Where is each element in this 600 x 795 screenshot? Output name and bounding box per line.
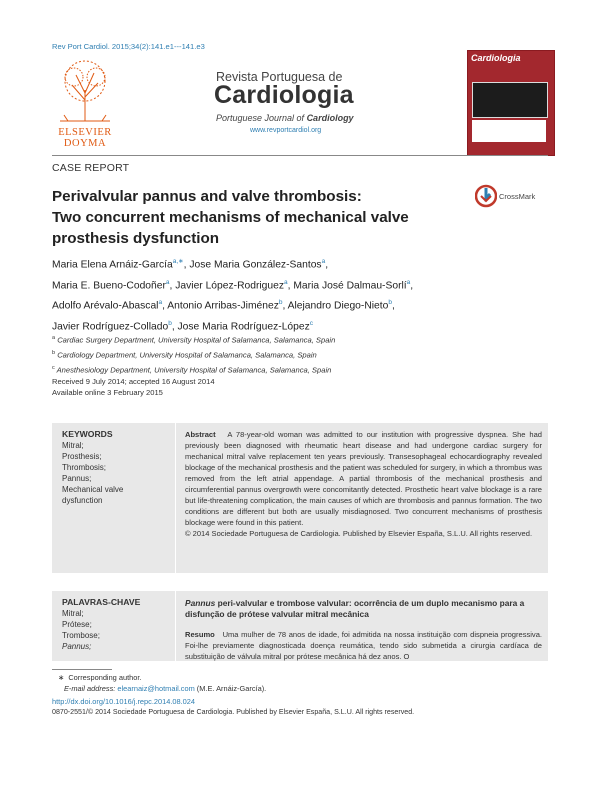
affiliation-a: $^a$ Cardiac Surgery Department, University Hospital of Salamanca, Salamanca, Spain — [52, 335, 336, 345]
abstract — [185, 429, 542, 539]
affiliation-b: $^b$ Cardiology Department, University Hospital of Salamanca, Salamanca, Spain — [52, 350, 317, 360]
author-list — [52, 253, 542, 336]
journal-name: Cardiologia — [214, 81, 354, 109]
crossmark-badge[interactable] — [475, 184, 545, 214]
author-line-4: Javier Rodríguez-Collado$^b$, Jose Maria Rodríguez-López$^c$ — [52, 319, 313, 333]
crossmark-label: CrossMark — [499, 192, 536, 201]
received-date: Received 9 July 2014; accepted 16 August 2014 — [52, 377, 215, 386]
author-line-2: Maria E. Bueno-Codoñer$^a$, Javier López-Rodriguez$^a$, Maria José Dalmau-Sorlí$^a$, — [52, 278, 414, 292]
journal-subtitle-plain: Portuguese Journal of — [216, 113, 307, 123]
abstract-label: Abstract — [185, 430, 216, 439]
journal-subtitle-bold: Cardiology — [306, 113, 354, 123]
palavras-chave-heading: PALAVRAS-CHAVE — [62, 597, 141, 607]
header-divider — [52, 155, 548, 156]
article-title-line2: Two concurrent mechanisms of mechanical valve — [52, 209, 409, 226]
keyword-item: Mitral; — [62, 441, 84, 450]
keyword-item: Prosthesis; — [62, 452, 102, 461]
article-dates — [52, 376, 215, 398]
corresponding-author-note: ∗ Corresponding author. — [58, 673, 142, 682]
author-email-line: E-mail address: elearnaiz@hotmail.com (M.E. Arnáiz-García). — [64, 683, 267, 693]
article-title — [52, 186, 452, 249]
affiliations — [52, 332, 542, 377]
resumo — [185, 629, 542, 662]
journal-subtitle — [216, 113, 354, 123]
journal-prefix: Revista Portuguesa de — [216, 70, 343, 84]
author-line-1: Maria Elena Arnáiz-García$^{a,∗}$, Jose Maria González-Santos$^a$, — [52, 258, 329, 271]
doi-link[interactable]: http://dx.doi.org/10.1016/j.repc.2014.08.024 — [52, 697, 195, 706]
keyword-item: Pannus; — [62, 474, 92, 483]
keywords-heading: KEYWORDS — [62, 429, 113, 439]
palavra-item: Trombose; — [62, 631, 100, 640]
palavra-item: Mitral; — [62, 609, 84, 618]
article-title-line1: Perivalvular pannus and valve thrombosis: — [52, 188, 362, 205]
footnote-divider — [52, 669, 112, 670]
abstract-copyright: © 2014 Sociedade Portuguesa de Cardiologia. Published by Elsevier España, S.L.U. All rights reserved. — [185, 529, 533, 538]
keywords-list — [62, 440, 123, 506]
issn-copyright: 0870-2551/© 2014 Sociedade Portuguesa de Cardiologia. Published by Elsevier España, S.L.U. All rights reserved. — [52, 708, 415, 716]
palavra-item: Prótese; — [62, 620, 92, 629]
abstract-body: A 78-year-old woman was admitted to our institution with progressive dyspnea. She had previously been diagnosed with rheumatic heart disease and had undergone cardiac surgery for mechanical mitral valve replacement ten years previously. Transesophageal echocardiography revealed blockage of the mechanical prosthesis and the patient was scheduled for surgery, in which a thrombus was removed from the left atrial appendage. A partial thrombosis of the mechanical prosthesis and circumferential pannus overgrowth were concomitantly detected. Prosthetic heart valve blockage is a rare but life-threatening complication, the main causes of which are thrombosis and pannus formation. The two conditions are different but both are usually misdiagnosed. Two concurrent mechanisms of prosthesis blockage were found in this patient. — [185, 430, 542, 527]
journal-citation: Rev Port Cardiol. 2015;34(2):141.e1---141.e3 — [52, 42, 205, 51]
author-line-3: Adolfo Arévalo-Abascal$^a$, Antonio Arribas-Jiménez$^b$, Alejandro Diego-Nieto$^b$, — [52, 299, 395, 312]
journal-cover-figure — [472, 82, 548, 118]
palavras-chave-list — [62, 608, 100, 652]
article-title-line3: prosthesis dysfunction — [52, 230, 220, 247]
keyword-item: Mechanical valve — [62, 485, 124, 494]
publisher-logo-text: ELSEVIER DOYMA — [58, 127, 112, 149]
keyword-item: Thrombosis; — [62, 463, 107, 472]
online-date: Available online 3 February 2015 — [52, 388, 163, 397]
affiliation-c: $^c$ Anesthesiology Department, University Hospital of Salamanca, Salamanca, Spain — [52, 365, 332, 375]
footnote — [52, 673, 266, 694]
palavra-item: Pannus; — [62, 642, 92, 651]
crossmark-icon — [475, 184, 497, 208]
journal-cover-title: Cardiologia — [471, 53, 521, 63]
resumo-label: Resumo — [185, 630, 215, 639]
keyword-item: dysfunction — [62, 496, 103, 505]
article-type: CASE REPORT — [52, 162, 130, 174]
journal-url-link[interactable]: www.revportcardiol.org — [250, 127, 322, 134]
resumo-title: Pannus peri-valvular e trombose valvular: ocorrência de um duplo mecanismo para a disfunção de prótese valvular mitral mecânica — [185, 598, 525, 619]
journal-cover-panel — [472, 120, 546, 142]
resumo-body: Uma mulher de 78 anos de idade, foi admitida na nossa instituição com dispneia progressiva. Foi-lhe previamente diagnosticada doença reumática, tendo sido submetida a cirurgia cardíaca de substituição de válvula mitral por prótese mecânica há dez anos. O — [185, 630, 542, 661]
author-email-link[interactable]: elearnaiz@hotmail.com — [117, 683, 195, 693]
